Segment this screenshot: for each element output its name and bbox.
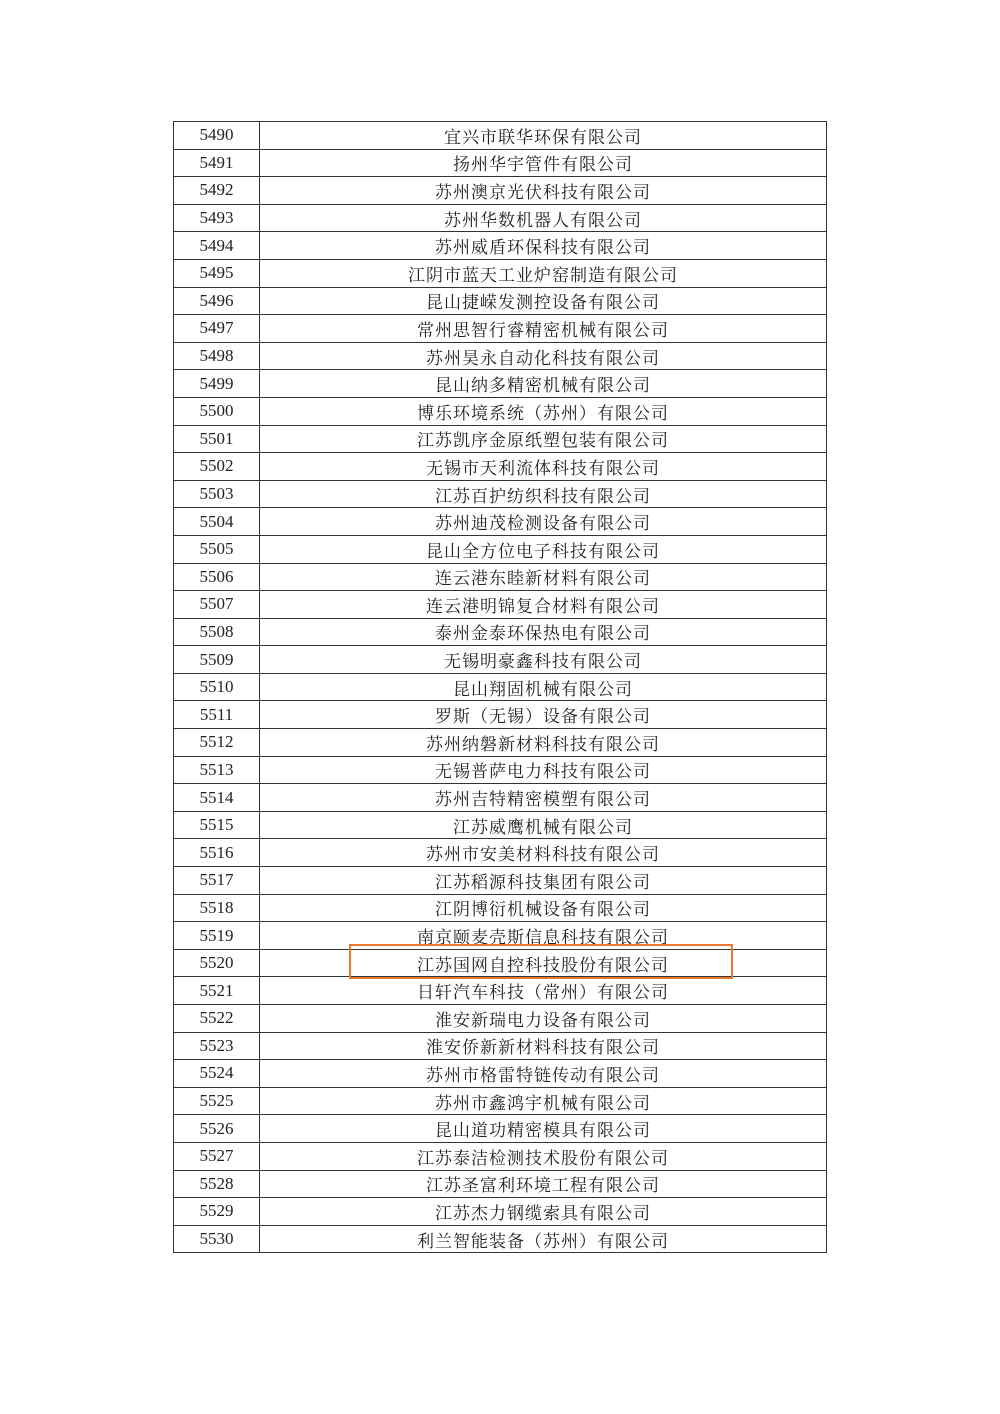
table-row — [174, 1032, 827, 1060]
company-name: 江苏杰力钢缆索具有限公司 — [260, 1198, 827, 1226]
row-number: 5495 — [174, 259, 260, 287]
row-number: 5510 — [174, 673, 260, 701]
table-row — [174, 811, 827, 839]
row-number: 5505 — [174, 535, 260, 563]
row-number: 5492 — [174, 177, 260, 205]
company-name: 苏州纳磐新材料科技有限公司 — [260, 729, 827, 757]
row-number: 5512 — [174, 729, 260, 757]
row-number: 5507 — [174, 591, 260, 619]
row-number: 5493 — [174, 204, 260, 232]
company-name: 连云港明锦复合材料有限公司 — [260, 591, 827, 619]
company-name: 泰州金泰环保热电有限公司 — [260, 618, 827, 646]
company-name: 江苏凯序金原纸塑包装有限公司 — [260, 425, 827, 453]
row-number: 5525 — [174, 1087, 260, 1115]
row-number: 5524 — [174, 1060, 260, 1088]
table-row — [174, 425, 827, 453]
row-number: 5521 — [174, 977, 260, 1005]
table-row — [174, 1005, 827, 1033]
company-name: 无锡普萨电力科技有限公司 — [260, 756, 827, 784]
table-row — [174, 646, 827, 674]
company-name: 苏州市安美材料科技有限公司 — [260, 839, 827, 867]
row-number: 5504 — [174, 508, 260, 536]
row-number: 5501 — [174, 425, 260, 453]
table-row — [174, 122, 827, 150]
table-row — [174, 701, 827, 729]
table-row — [174, 397, 827, 425]
table-row — [174, 949, 827, 977]
table-row — [174, 1170, 827, 1198]
row-number: 5523 — [174, 1032, 260, 1060]
company-name: 江苏圣富利环境工程有限公司 — [260, 1170, 827, 1198]
company-name: 昆山纳多精密机械有限公司 — [260, 370, 827, 398]
table-row — [174, 204, 827, 232]
table-row — [174, 370, 827, 398]
row-number: 5500 — [174, 397, 260, 425]
table-body — [174, 122, 827, 1253]
row-number: 5490 — [174, 122, 260, 150]
table-row — [174, 342, 827, 370]
company-name: 宜兴市联华环保有限公司 — [260, 122, 827, 150]
row-number: 5491 — [174, 149, 260, 177]
row-number: 5494 — [174, 232, 260, 260]
company-name: 江苏威鹰机械有限公司 — [260, 811, 827, 839]
company-name: 南京颐麦壳斯信息科技有限公司 — [260, 922, 827, 950]
row-number: 5513 — [174, 756, 260, 784]
company-name: 苏州吉特精密模塑有限公司 — [260, 784, 827, 812]
company-name: 苏州华数机器人有限公司 — [260, 204, 827, 232]
company-name: 昆山翔固机械有限公司 — [260, 673, 827, 701]
company-name: 江苏百护纺织科技有限公司 — [260, 480, 827, 508]
company-name: 江苏泰洁检测技术股份有限公司 — [260, 1142, 827, 1170]
company-name: 苏州市鑫鸿宇机械有限公司 — [260, 1087, 827, 1115]
company-name: 江阴博衍机械设备有限公司 — [260, 894, 827, 922]
company-name: 连云港东睦新材料有限公司 — [260, 563, 827, 591]
table-row — [174, 591, 827, 619]
table-row — [174, 894, 827, 922]
company-name: 淮安新瑞电力设备有限公司 — [260, 1005, 827, 1033]
company-name: 罗斯（无锡）设备有限公司 — [260, 701, 827, 729]
company-name: 苏州澳京光伏科技有限公司 — [260, 177, 827, 205]
table-row — [174, 480, 827, 508]
table-row — [174, 1087, 827, 1115]
row-number: 5499 — [174, 370, 260, 398]
company-name: 苏州威盾环保科技有限公司 — [260, 232, 827, 260]
row-number: 5520 — [174, 949, 260, 977]
table-row — [174, 618, 827, 646]
company-name: 常州思智行睿精密机械有限公司 — [260, 315, 827, 343]
table-row — [174, 259, 827, 287]
table-row — [174, 1115, 827, 1143]
table-row — [174, 1225, 827, 1253]
table-row — [174, 315, 827, 343]
table-row — [174, 232, 827, 260]
company-name: 昆山全方位电子科技有限公司 — [260, 535, 827, 563]
row-number: 5516 — [174, 839, 260, 867]
company-name: 昆山道功精密模具有限公司 — [260, 1115, 827, 1143]
company-name: 江苏稻源科技集团有限公司 — [260, 867, 827, 895]
company-name: 苏州迪茂检测设备有限公司 — [260, 508, 827, 536]
row-number: 5522 — [174, 1005, 260, 1033]
row-number: 5514 — [174, 784, 260, 812]
row-number: 5529 — [174, 1198, 260, 1226]
row-number: 5526 — [174, 1115, 260, 1143]
row-number: 5511 — [174, 701, 260, 729]
company-list-table — [173, 121, 827, 1253]
row-number: 5503 — [174, 480, 260, 508]
table-row — [174, 177, 827, 205]
row-number: 5506 — [174, 563, 260, 591]
row-number: 5509 — [174, 646, 260, 674]
company-name: 无锡明豪鑫科技有限公司 — [260, 646, 827, 674]
company-name: 苏州市格雷特链传动有限公司 — [260, 1060, 827, 1088]
company-name: 淮安侨新新材料科技有限公司 — [260, 1032, 827, 1060]
table-row — [174, 508, 827, 536]
company-name: 博乐环境系统（苏州）有限公司 — [260, 397, 827, 425]
table-row — [174, 149, 827, 177]
company-name: 日轩汽车科技（常州）有限公司 — [260, 977, 827, 1005]
table-row — [174, 287, 827, 315]
row-number: 5497 — [174, 315, 260, 343]
table-row — [174, 563, 827, 591]
table-row — [174, 1060, 827, 1088]
table-row — [174, 673, 827, 701]
table-row — [174, 756, 827, 784]
table-row — [174, 1142, 827, 1170]
row-number: 5519 — [174, 922, 260, 950]
table-row — [174, 729, 827, 757]
company-name: 利兰智能装备（苏州）有限公司 — [260, 1225, 827, 1253]
table-row — [174, 453, 827, 481]
table-row — [174, 535, 827, 563]
table-row — [174, 977, 827, 1005]
company-name: 江苏国网自控科技股份有限公司 — [260, 949, 827, 977]
company-name: 昆山捷嵘发测控设备有限公司 — [260, 287, 827, 315]
row-number: 5498 — [174, 342, 260, 370]
table-row — [174, 839, 827, 867]
table-row — [174, 922, 827, 950]
row-number: 5528 — [174, 1170, 260, 1198]
company-name: 苏州昊永自动化科技有限公司 — [260, 342, 827, 370]
table-row — [174, 1198, 827, 1226]
row-number: 5496 — [174, 287, 260, 315]
company-name: 江阴市蓝天工业炉窑制造有限公司 — [260, 259, 827, 287]
table-row — [174, 867, 827, 895]
company-name: 无锡市天利流体科技有限公司 — [260, 453, 827, 481]
row-number: 5515 — [174, 811, 260, 839]
row-number: 5530 — [174, 1225, 260, 1253]
row-number: 5517 — [174, 867, 260, 895]
row-number: 5502 — [174, 453, 260, 481]
company-name: 扬州华宇管件有限公司 — [260, 149, 827, 177]
table-row — [174, 784, 827, 812]
row-number: 5527 — [174, 1142, 260, 1170]
row-number: 5518 — [174, 894, 260, 922]
row-number: 5508 — [174, 618, 260, 646]
